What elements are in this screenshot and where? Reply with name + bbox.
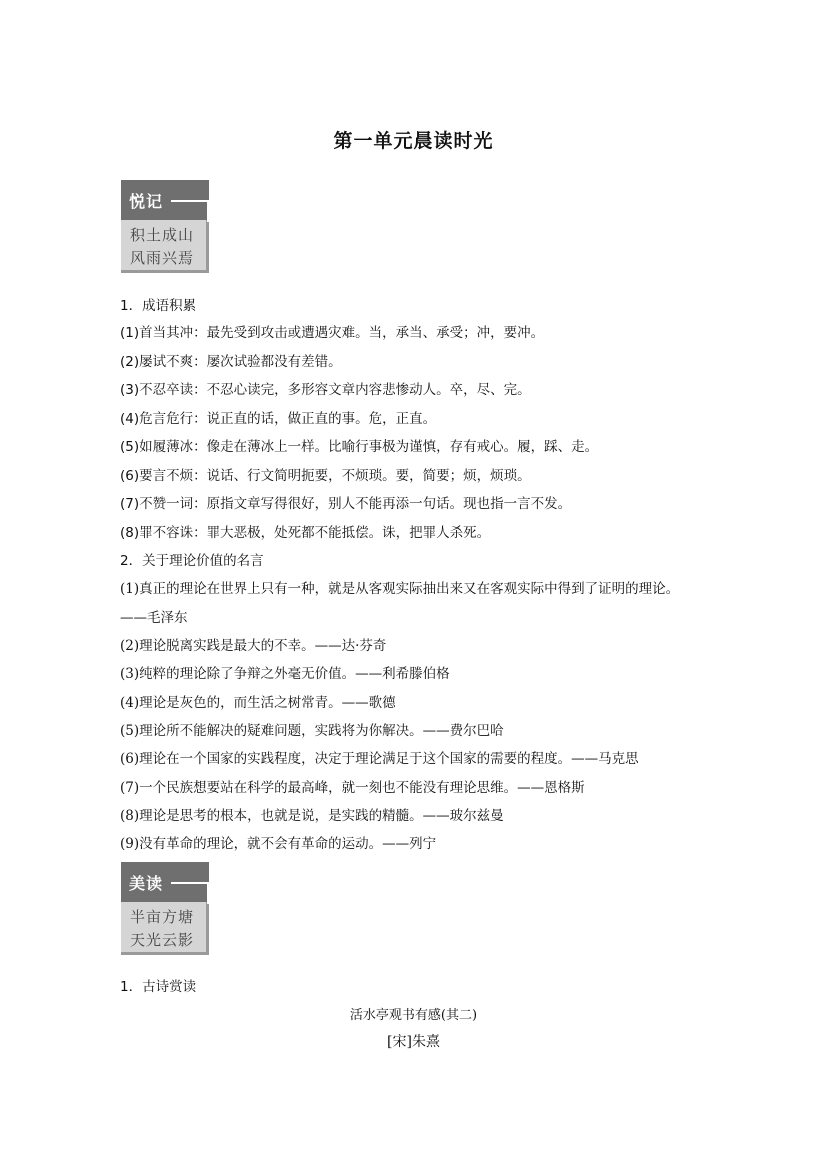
badge-decor-line [171, 200, 205, 202]
badge-motto-line-1: 积土成山 [130, 226, 195, 244]
idiom-item: (8)罪不容诛：罪大恶极，处死都不能抵偿。诛，把罪人杀死。 [120, 525, 491, 541]
quote-item: (7)一个民族想要站在科学的最高峰，就一刻也不能没有理论思维。——恩格斯 [120, 780, 585, 796]
quote-item: (6)理论在一个国家的实践程度，决定于理论满足于这个国家的需要的程度。——马克思 [120, 751, 639, 767]
page-title: 第一单元晨读时光 [333, 130, 494, 152]
poem-author: [宋]朱熹 [387, 1034, 440, 1050]
section-badge-meidu [121, 862, 209, 955]
quote-item: (5)理论所不能解决的疑难问题，实践将为你解决。——费尔巴哈 [120, 723, 504, 739]
badge-decor-line [171, 882, 205, 884]
quote-item: (1)真正的理论在世界上只有一种，就是从客观实际抽出来又在客观实际中得到了证明的理论。 [120, 581, 680, 597]
idiom-item: (5)如履薄冰：像走在薄冰上一样。比喻行事极为谨慎，存有戒心。履，踩、走。 [120, 439, 599, 455]
section-badge-yueji [121, 180, 209, 273]
quote-item: (8)理论是思考的根本，也就是说，是实践的精髓。——玻尔兹曼 [120, 808, 504, 824]
idiom-item: (4)危言危行：说正直的话，做正直的事。危，正直。 [120, 411, 437, 427]
badge-motto-line-2: 风雨兴焉 [130, 249, 195, 267]
quote-item: (2)理论脱离实践是最大的不幸。——达·芬奇 [120, 638, 387, 654]
quote-attribution: ——毛泽东 [120, 610, 188, 626]
section-heading-quotes: 2．关于理论价值的名言 [120, 553, 264, 569]
badge-motto-line-1: 半亩方塘 [130, 908, 195, 926]
badge-body [121, 220, 209, 273]
quote-item: (9)没有革命的理论，就不会有革命的运动。——列宁 [120, 836, 437, 852]
badge-header [121, 180, 209, 220]
idiom-item: (6)要言不烦：说话、行文简明扼要，不烦琐。要，简要；烦，烦琐。 [120, 468, 531, 484]
poem-title: 活水亭观书有感(其二) [349, 1008, 478, 1023]
idiom-item: (7)不赞一词：原指文章写得很好，别人不能再添一句话。现也指一言不发。 [120, 496, 572, 512]
badge-decor-corner [203, 882, 209, 904]
badge-header [121, 862, 209, 902]
badge-label: 悦记 [129, 192, 164, 211]
quote-item: (3)纯粹的理论除了争辩之外毫无价值。——利希滕伯格 [120, 666, 450, 682]
badge-decor-corner [203, 200, 209, 222]
badge-body [121, 902, 209, 955]
idiom-item: (3)不忍卒读：不忍心读完，多形容文章内容悲惨动人。卒，尽、完。 [120, 382, 531, 398]
badge-motto-line-2: 天光云影 [130, 931, 195, 949]
badge-label: 美读 [129, 874, 164, 893]
idiom-item: (1)首当其冲：最先受到攻击或遭遇灾难。当，承当、承受；冲，要冲。 [120, 325, 545, 341]
quote-item: (4)理论是灰色的，而生活之树常青。——歌德 [120, 695, 396, 711]
idiom-item: (2)屡试不爽：屡次试验都没有差错。 [120, 354, 342, 370]
section-heading-poem: 1．古诗赏读 [120, 979, 197, 995]
section-heading-idioms: 1．成语积累 [120, 298, 197, 314]
